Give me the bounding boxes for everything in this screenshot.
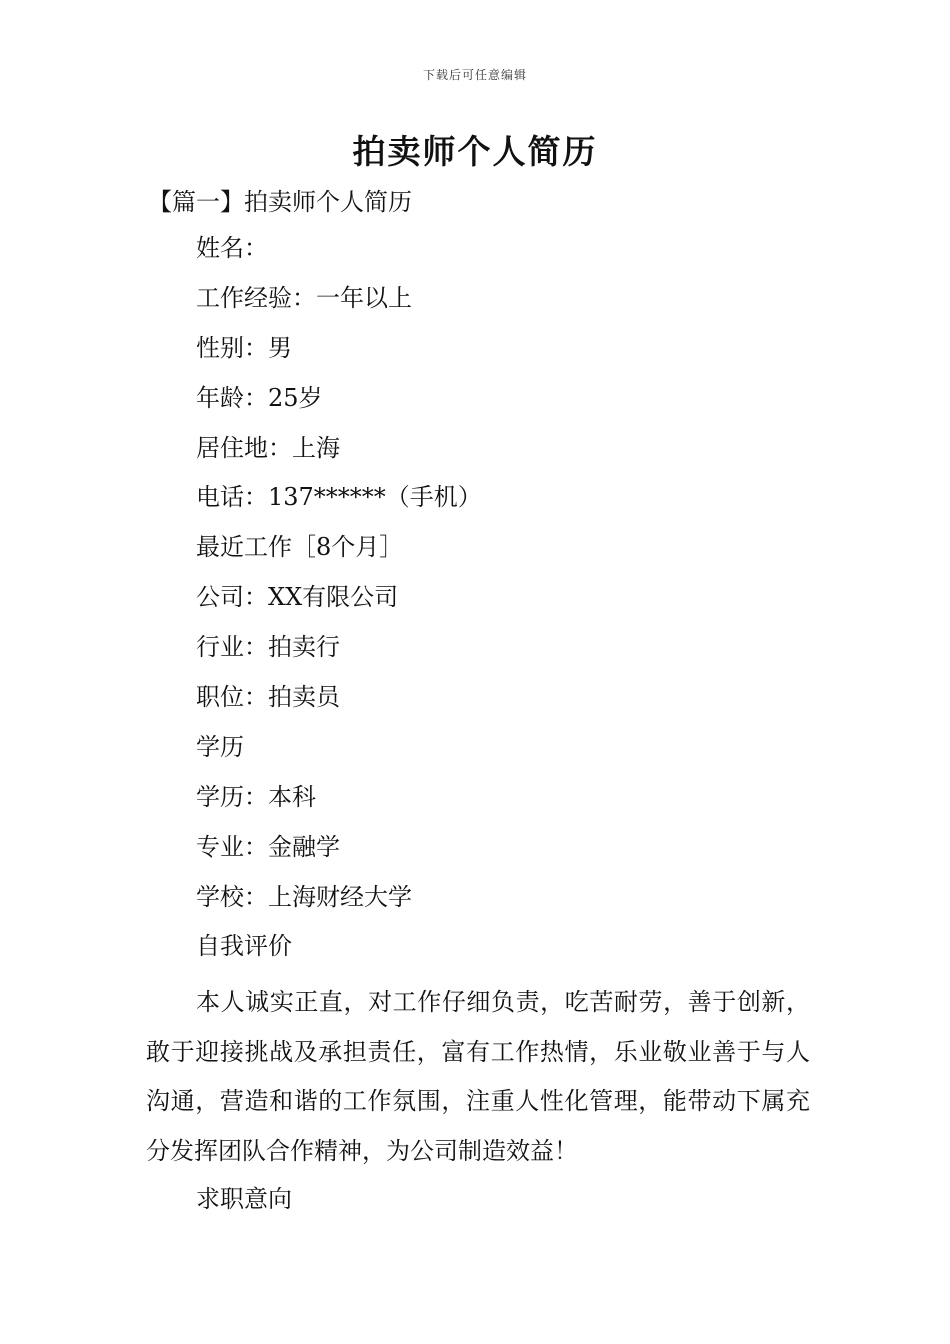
field-industry: 行业：拍卖行 — [196, 633, 340, 662]
header-note: 下载后可任意编辑 — [422, 68, 527, 82]
field-age: 年龄：25岁 — [196, 383, 323, 412]
field-gender: 性别：男 — [196, 333, 292, 362]
field-school: 学校：上海财经大学 — [196, 882, 412, 911]
field-degree: 学历：本科 — [196, 782, 316, 811]
education-heading: 学历 — [196, 732, 244, 761]
self-evaluation-paragraph: 本人诚实正直，对工作仔细负责，吃苦耐劳，善于创新，敢于迎接挑战及承担责任，富有工作热情，乐业敬业善于与人沟通，营造和谐的工作氛围，注重人性化管理，能带动下属充分发挥团队合作精神，为公司制造效益！ — [146, 988, 810, 1165]
field-position: 职位：拍卖员 — [196, 683, 340, 712]
job-intention-heading: 求职意向 — [196, 1185, 292, 1213]
field-phone: 电话：137******（手机） — [196, 483, 482, 512]
field-company: 公司：XX有限公司 — [196, 583, 399, 612]
page-title: 拍卖师个人简历 — [352, 132, 598, 171]
self-evaluation-heading: 自我评价 — [196, 932, 292, 961]
resume-field-list — [196, 231, 482, 979]
field-major: 专业：金融学 — [196, 832, 340, 861]
field-name: 姓名： — [196, 234, 268, 262]
field-work-experience: 工作经验：一年以上 — [196, 283, 412, 312]
section-heading: 【篇一】拍卖师个人简历 — [148, 188, 412, 216]
field-residence: 居住地：上海 — [196, 433, 340, 462]
field-recent-work: 最近工作［8个月］ — [196, 533, 404, 562]
